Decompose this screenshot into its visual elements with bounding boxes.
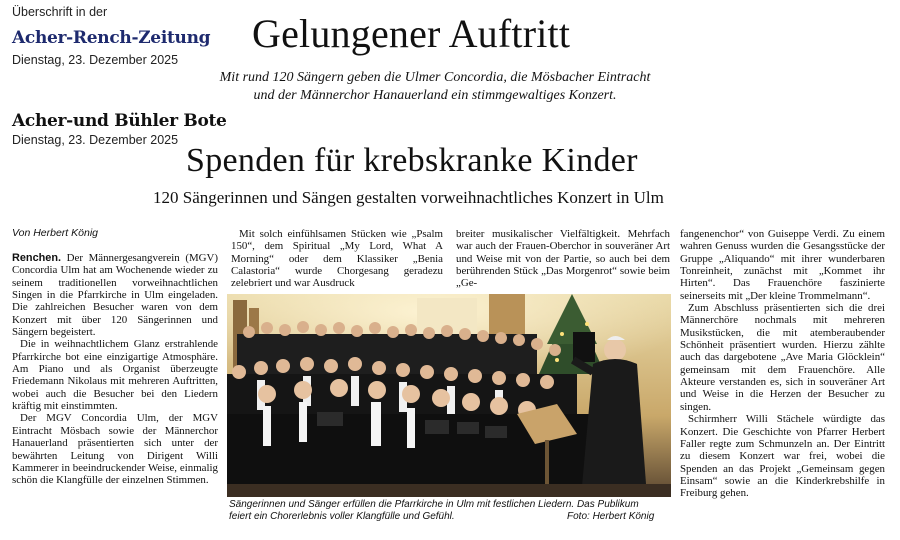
photo-caption-line-1: Sängerinnen und Sänger erfüllen die Pfarrkirche in Ulm mit festlichen Liedern. Das Publikum xyxy=(229,499,639,510)
overline-label: Überschrift in der xyxy=(12,5,108,19)
paragraph: breiter musikalischer Vielfältigkeit. Mehrfach war auch der Frauen-Oberchor in souveräner Art und Weise mit von der Partie, so auch bei dem berührenden Stück „Das Morgenrot“ sowie beim „Ge- xyxy=(456,228,670,290)
paragraph: Der MGV Concordia Ulm, der MGV Eintracht Mösbach sowie der Männerchor Hanauerland präsentierten sich unter der bewährten Leitung von Dirigent Willi Kammerer in beeindruckender Weise, einmalig schön die Klangfülle der einzelnen Stimmen. xyxy=(12,412,218,487)
headline-1-subtitle-line-1: Mit rund 120 Sängern geben die Ulmer Concordia, die Mösbacher Eintracht xyxy=(219,70,651,85)
source-logo-acher-rench-zeitung: Acher-Rench-Zeitung xyxy=(12,28,211,48)
source-date-1: Dienstag, 23. Dezember 2025 xyxy=(12,53,179,67)
paragraph: Die in weihnachtlichem Glanz erstrahlende Pfarrkirche bot eine einzigartige Atmosphäre. Am Piano und als Organist überzeugte Friedemann Nikolaus mit mehreren Auftritten, wobei auch die Besucher bei den Liedern kräftig mit einstimmten. xyxy=(12,338,218,413)
article-column-1 xyxy=(12,252,218,487)
headline-1-title: Gelungener Auftritt xyxy=(252,11,571,56)
byline: Von Herbert König xyxy=(12,227,98,239)
paragraph: Schirmherr Willi Stächele würdigte das Konzert. Die Geschichte von Pfarrer Herbert Faller regte zum Schmunzeln an. Der Eintritt zu diesem Konzert war frei, wobei die Spenden an das Projekt „Gemeinsam gegen Einsam“ sowie an die Kinderkrebshilfe in Freiburg gehen. xyxy=(680,413,885,500)
headline-1-subtitle xyxy=(190,69,680,105)
dateline: Renchen. xyxy=(12,252,62,264)
article-column-2 xyxy=(231,228,443,290)
choir-photo xyxy=(227,294,671,497)
choir-photo-illustration xyxy=(227,294,671,497)
paragraph: Mit solch einfühlsamen Stücken wie „Psalm 150“, dem Spiritual „My Lord, What A Morning“ oder dem Klassiker „Benia Calastoria“ wurde Chorgesang geradezu zelebriert und war Ausdruck xyxy=(231,228,443,290)
photo-caption-line-2: feiert ein Chorerlebnis voller Klangfülle und Gefühl. xyxy=(229,511,455,522)
headline-2-subtitle: 120 Sängerinnen und Sängen gestalten vorweihnachtliches Konzert in Ulm xyxy=(153,188,664,207)
headline-1-subtitle-line-2: und der Männerchor Hanauerland ein stimmgewaltiges Konzert. xyxy=(253,88,617,103)
source-logo-acher-buehler-bote: Acher-und Bühler Bote xyxy=(12,111,227,131)
paragraph: fangenenchor“ von Guiseppe Verdi. Zu einem wahren Genuss wurden die Gesangsstücke der Gruppe „Aliquando“ mit ihrer wunderbaren Tonreinheit, zunächst mit „Kommet ihr Hirten“. Das Frauenchöre faszinierte seinerseits mit „Der kleine Trommelmann“. xyxy=(680,228,885,302)
article-column-3 xyxy=(456,228,670,290)
article-column-4 xyxy=(680,228,885,500)
paragraph-text: Der Männergesangverein (MGV) Concordia Ulm hat am Wochenende wieder zu seinem traditionellen vorweihnachtlichen Singen in die Pfarrkirche in Ulm eingeladen. Die zahlreichen Besucher waren von dem Konzert mit über 120 Sängerinnen und Sängern begeistert. xyxy=(12,252,218,339)
headline-2-title: Spenden für krebskranke Kinder xyxy=(186,142,638,179)
photo-credit: Foto: Herbert König xyxy=(567,511,655,522)
paragraph: Zum Abschluss präsentierten sich die drei Männerchöre nochmals mit mehreren Musikstücken, die mit atemberaubender Schönheit präsentiert wurden. Hierzu zählte auch das dargebotene „Ave Maria Glöcklein“ gemeinsam mit dem Frauenchöre. Alle Akteure verstanden es, sich in souveräner Art und Weise in die Herzen der Besucher zu singen. xyxy=(680,302,885,413)
paragraph xyxy=(12,252,218,338)
source-date-2: Dienstag, 23. Dezember 2025 xyxy=(12,133,179,147)
